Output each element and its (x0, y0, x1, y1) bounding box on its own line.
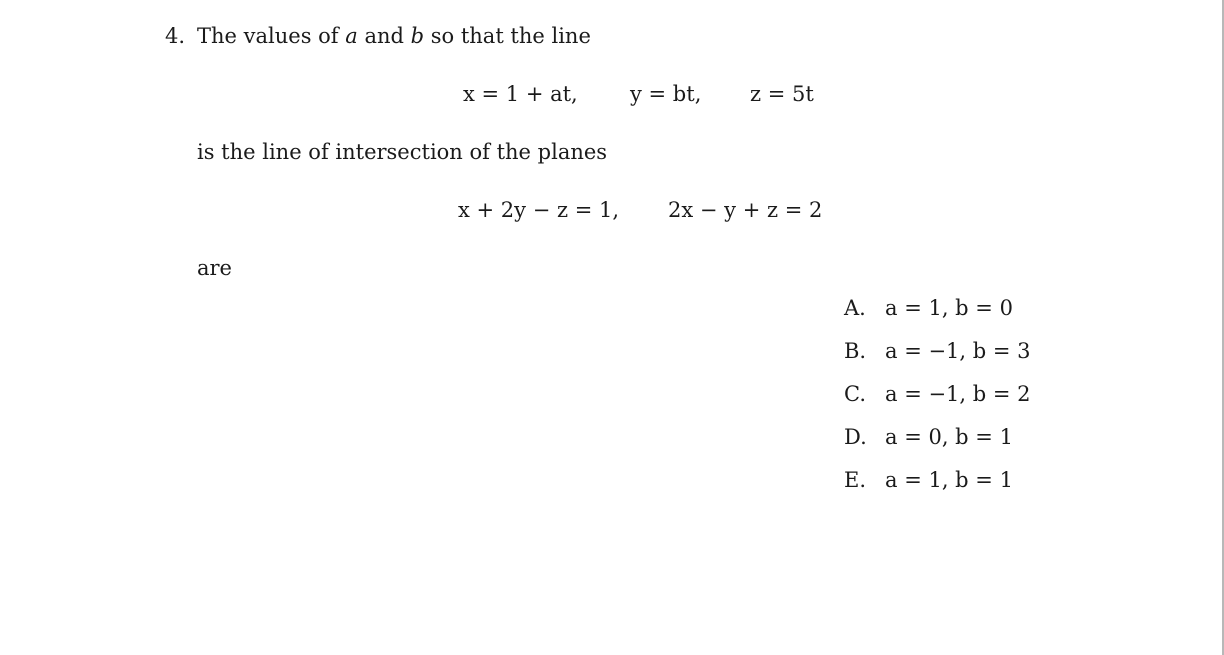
choice-letter: A. (844, 296, 866, 320)
stem-suffix: so that the line (424, 24, 591, 48)
choice-expression: a = −1, b = 2 (885, 382, 1031, 406)
plane-equation-2: 2x − y + z = 2 (668, 198, 823, 222)
choice-c[interactable] (844, 382, 1031, 425)
choice-e[interactable] (844, 468, 1031, 511)
choice-a[interactable] (844, 296, 1031, 339)
choice-letter: D. (844, 425, 867, 449)
closing-text: are (197, 256, 232, 280)
stem-and: and (357, 24, 411, 48)
line-equation-z: z = 5t (750, 82, 814, 106)
answer-choices (844, 296, 1031, 511)
choice-d[interactable] (844, 425, 1031, 468)
choice-letter: C. (844, 382, 866, 406)
line-equation-y: y = bt, (630, 82, 702, 106)
choice-letter: E. (844, 468, 867, 492)
variable-b: b (410, 24, 425, 48)
question-number: 4. (165, 24, 186, 48)
choice-expression: a = 1, b = 0 (885, 296, 1013, 320)
variable-a: a (345, 24, 358, 48)
plane-equation-1: x + 2y − z = 1, (458, 198, 620, 222)
stem-prefix: The values of (197, 24, 346, 48)
line-equation-x: x = 1 + at, (463, 82, 578, 106)
intersection-text: is the line of intersection of the planes (197, 140, 608, 164)
choice-b[interactable] (844, 339, 1031, 382)
question-stem (197, 24, 591, 48)
choice-expression: a = −1, b = 3 (885, 339, 1031, 363)
choice-letter: B. (844, 339, 867, 363)
choice-expression: a = 0, b = 1 (885, 425, 1013, 449)
choice-expression: a = 1, b = 1 (885, 468, 1013, 492)
